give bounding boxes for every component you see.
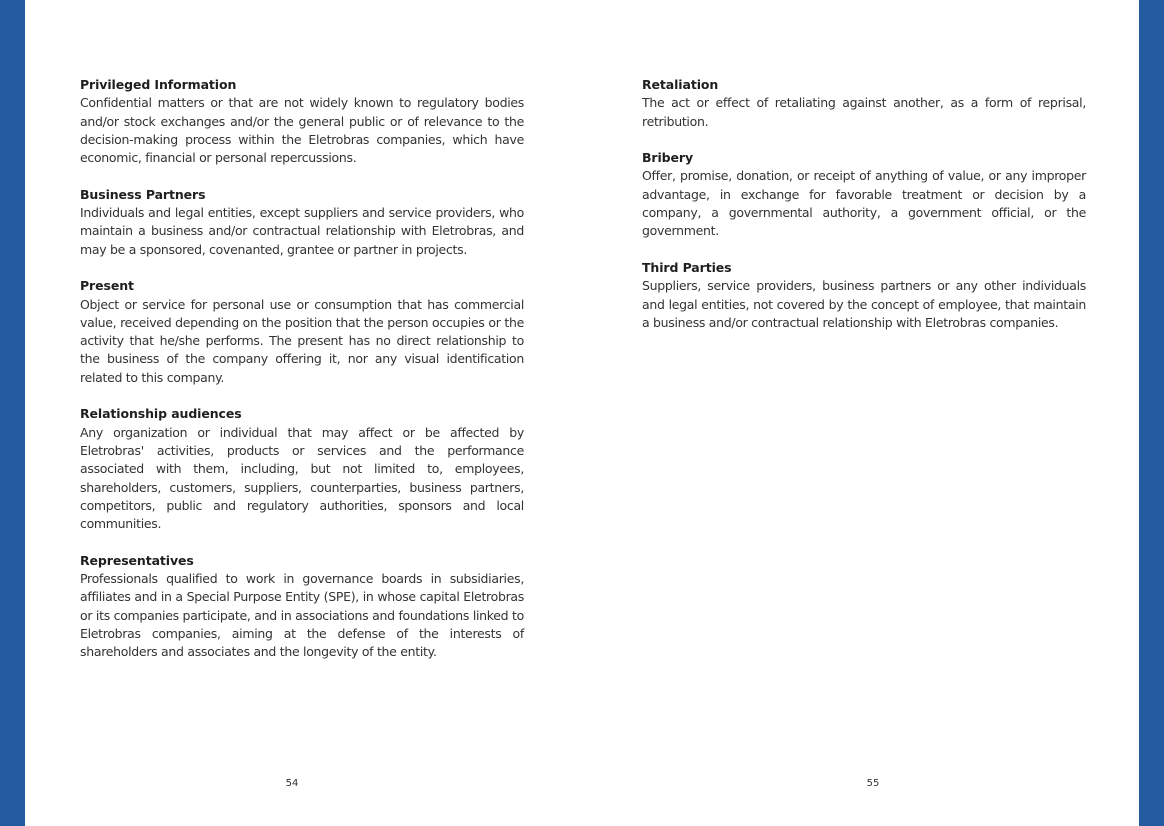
left-edge-band xyxy=(0,0,25,826)
glossary-term: Relationship audiences xyxy=(80,406,242,422)
glossary-term: Representatives xyxy=(80,552,194,568)
glossary-entry-bribery xyxy=(642,149,1086,240)
glossary-entry-present xyxy=(80,277,524,387)
glossary-definition: Offer, promise, donation, or receipt of anything of value, or any improper advantage, in exchange for favorable treatment or decision by a company, a governmental authority, a government official, or the government. xyxy=(642,168,1086,239)
glossary-entry-business-partners xyxy=(80,186,524,259)
glossary-definition: Object or service for personal use or consumption that has commercial value, received depending on the position that the person occupies or the activity that he/she performs. The present has no direct relationship to the business of the company offering it, nor any visual identification related to this company. xyxy=(80,296,524,385)
glossary-term: Present xyxy=(80,278,134,294)
glossary-definition: Confidential matters or that are not widely known to regulatory bodies and/or stock exchanges and/or the general public or of relevance to the decision-making process within the Eletrobras companies, which have economic, financial or personal repercussions. xyxy=(80,95,524,166)
page-number-left: 54 xyxy=(285,778,299,789)
glossary-entry-third-parties xyxy=(642,259,1086,332)
right-page-glossary xyxy=(642,76,1086,350)
glossary-definition: Individuals and legal entities, except suppliers and service providers, who maintain a business and/or contractual relationship with Eletrobras, and may be a sponsored, covenanted, grantee or partner in projects. xyxy=(80,205,524,257)
glossary-term: Privileged Information xyxy=(80,77,237,92)
glossary-entry-privileged-information xyxy=(80,76,524,167)
left-page-glossary xyxy=(80,76,524,680)
glossary-entry-representatives xyxy=(80,552,524,662)
glossary-term: Retaliation xyxy=(642,77,719,92)
glossary-term: Third Parties xyxy=(642,259,732,275)
glossary-definition: Any organization or individual that may affect or be affected by Eletrobras' activities, products or services and the performance associated with them, including, but not limited to, employees, shareholders, customers, suppliers, counterparties, business partners, competitors, public and regulatory authorities, sponsors and local communities. xyxy=(80,424,524,532)
glossary-definition: Professionals qualified to work in governance boards in subsidiaries, affiliates and in a Special Purpose Entity (SPE), in whose capital Eletrobras or its companies participate, and in associations and foundations linked to Eletrobras companies, aiming at the defense of the interests of shareholders and associates and the longevity of the entity. xyxy=(80,571,524,660)
right-edge-band xyxy=(1139,0,1164,826)
glossary-definition: The act or effect of retaliating against another, as a form of reprisal, retribution. xyxy=(642,95,1086,129)
glossary-entry-relationship-audiences xyxy=(80,405,524,533)
glossary-term: Business Partners xyxy=(80,186,206,202)
page-number-right: 55 xyxy=(866,778,880,789)
glossary-term: Bribery xyxy=(642,150,694,166)
glossary-definition: Suppliers, service providers, business partners or any other individuals and legal entities, not covered by the concept of employee, that maintain a business and/or contractual relationship with Eletrobras companies. xyxy=(642,278,1086,330)
glossary-entry-retaliation xyxy=(642,76,1086,131)
